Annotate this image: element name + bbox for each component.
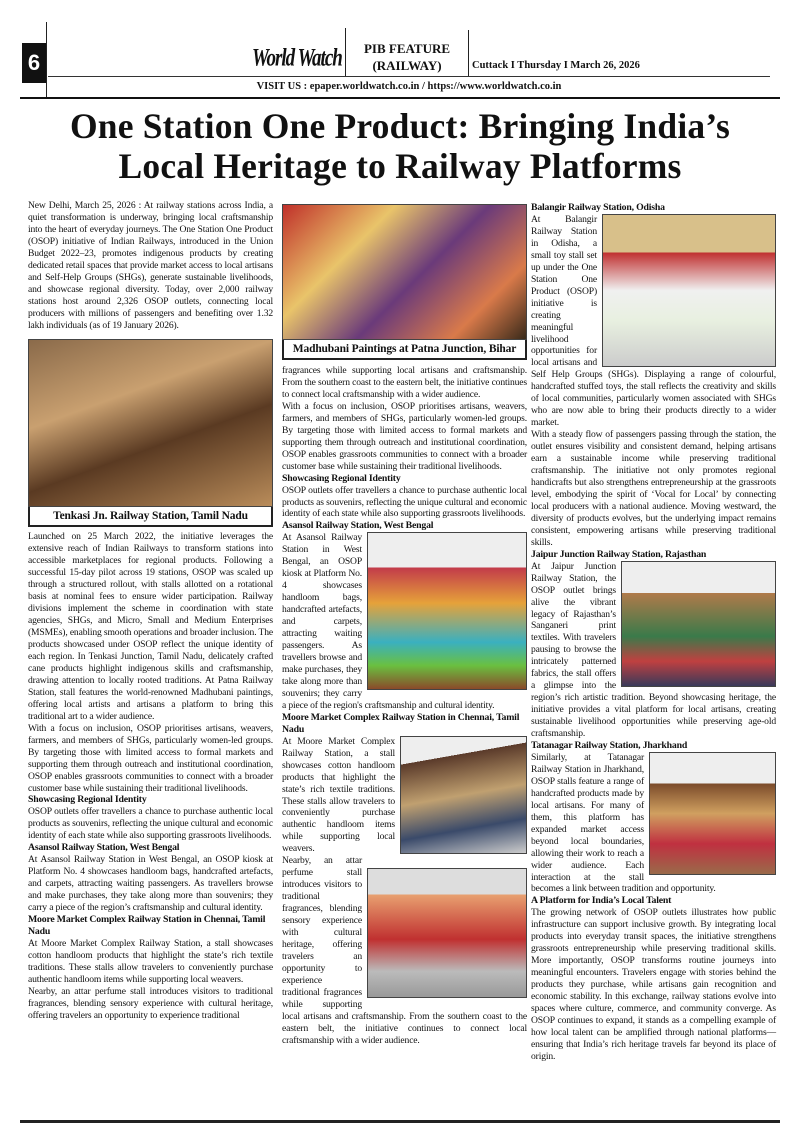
column-2 [282, 204, 527, 1047]
page-number: 6 [22, 43, 46, 83]
paragraph: With a focus on inclusion, OSOP prioritises artisans, weavers, farmers, and members of SHGs, particularly women-led groups. By targeting those with limited access to formal markets and supporting them through outreach and institutional coordination, OSOP enables grassroots communities to connect with a broader customer base while sustaining their traditional livelihoods. [28, 722, 273, 794]
paragraph: Similarly, at Tatanagar Railway Station in Jharkhand, OSOP stalls feature a range of handcrafted products made by local artisans. For many of them, this platform has expanded market access beyond local boundaries, allowing their work to reach a wider audience. Each interaction at the stall becomes a link between tradition and opportunity. [531, 751, 716, 895]
photo-tenkasi-station [28, 339, 273, 507]
photo-madhubani-patna [282, 204, 527, 340]
paragraph: Nearby, an attar perfume stall introduces visitors to traditional fragrances, blending sensory experience with cultural heritage, offering travelers an opportunity to experience traditional [28, 985, 273, 1021]
section-label [348, 40, 466, 74]
paragraph: Nearby, an attar perfume stall introduces visitors to traditional fragrances, blending sensory experience with cultural heritage, offering travelers an opportunity to experience traditional fragrances while supporting local artisans and craftsmanship. From the southern coast to the eastern belt, the initiative continues to connect local craftsmanship with a wider audience. [282, 855, 527, 1046]
divider [345, 28, 346, 76]
section-subtitle: (RAILWAY) [372, 58, 442, 73]
photo-attar-perfume-stall [367, 868, 527, 998]
column-3 [531, 202, 776, 1063]
paragraph: With a steady flow of passengers passing through the station, the outlet ensures visibility and consistent demand, helping artisans earn a sustainable income while preserving traditional craftsmanship. The initiative not only promotes regional handicrafts but also strengthens entrepreneurship at the grassroots level, embodying the spirit of ‘Vocal for Local’ by connecting local producers with a national audience. Moving westward, the diversity of products evolves, but the underlying impact remains consistent, empowering artisans while preserving traditional skills. [531, 429, 776, 548]
paragraph: The growing network of OSOP outlets illustrates how public infrastructure can support inclusive growth. By integrating local products into everyday transit spaces, the initiative strengthens grassroots entrepreneurship while preserving traditional skills. More importantly, OSOP transforms routine journeys into meaningful encounters. Travelers engage with stories behind the products they purchase, while artisans gain recognition and economic stability. In this exchange, railway stations evolve into spaces where culture, commerce, and community converge. As OSOP continues to expand, it stands as a compelling example of how local talent can be amplified through national platforms—ensuring that India’s rich heritage travels far beyond its place of origin. [531, 907, 776, 1062]
divider [48, 76, 770, 77]
photo-tatanagar-stall [649, 752, 776, 875]
photo-caption: Madhubani Paintings at Patna Junction, Bihar [282, 340, 527, 360]
photo-caption: Tenkasi Jn. Railway Station, Tamil Nadu [28, 507, 273, 527]
subheading: Jaipur Junction Railway Station, Rajasthan [531, 548, 707, 560]
photo-asansol-kiosk [367, 532, 527, 690]
intro-paragraph: New Delhi, March 25, 2026 : At railway stations across India, a quiet transformation is underway, bringing local craftsmanship into the heart of everyday journeys. The One Station One Product (OSOP) initiative of Indian Railways, introduced in the Union Budget 2022–23, promotes indigenous products by creating dedicated retail spaces that provide market access to local artisans and Self-Help Groups (SHGs), generate sustainable livelihoods, and showcase regional diversity. Today, over 2,000 railway stations host around 2,326 OSOP outlets, connecting local producers with millions of passengers and benefiting over 1.32 lakh individuals (as of 19 January 2026). [28, 200, 273, 331]
subheading: Asansol Railway Station, West Bengal [28, 842, 180, 854]
visit-links: VISIT US : epaper.worldwatch.co.in / https://www.worldwatch.co.in [256, 81, 562, 92]
subheading: Moore Market Complex Railway Station in Chennai, Tamil Nadu [28, 914, 266, 938]
headline-line: One Station One Product: Bringing India’s [69, 106, 731, 146]
column-1 [28, 200, 273, 1022]
divider [468, 30, 469, 76]
section-title: PIB FEATURE [363, 41, 451, 56]
subheading: Showcasing Regional Identity [28, 794, 147, 806]
subheading: Balangir Railway Station, Odisha [531, 202, 665, 213]
footer-rule [20, 1120, 780, 1123]
paragraph: With a focus on inclusion, OSOP prioritises artisans, weavers, farmers, and members of SHGs, particularly women-led groups. By targeting those with limited access to formal markets and supporting them through outreach and institutional coordination, OSOP enables grassroots communities to connect with a broader customer base while sustaining their traditional livelihoods. [282, 400, 527, 472]
dateline: Cuttack I Thursday I March 26, 2026 [472, 60, 640, 71]
paragraph: At Moore Market Complex Railway Station, a stall showcases cotton handloom products that highlight the state’s rich textile traditions. These stalls allow travelers to conveniently purchase authentic handloom items while supporting local weavers. [282, 735, 395, 855]
divider [20, 97, 780, 99]
paragraph: Launched on 25 March 2022, the initiative leverages the extensive reach of Indian Railways to transform stations into accessible marketplaces for regional products. Following a successful 15-day pilot across 19 stations, OSOP was scaled up through a structured rollout, with stalls allotted on a rotational basis at nominal fees to ensure wider participation. Railway divisions implement the scheme in coordination with state agencies, SHGs, and Micro, Small and Medium Enterprises (MSMEs), enabling smooth operations and broader inclusion. The products showcased under OSOP reflect the unique identity of each region. In Tenkasi Junction, Tamil Nadu, delicately crafted cane products highlight indigenous skills and craftsmanship, drawing attention to locally rooted traditions. At Patna Railway Station, stall features the world-renowned Madhubani paintings, offering local artists and artisans a platform to bring this traditional art to a wider audience. [28, 531, 273, 722]
paragraph: OSOP outlets offer travellers a chance to purchase authentic local products as souvenirs, reflecting the unique cultural and economic identity of each state while also supporting grassroots livelihoods. [28, 806, 273, 842]
photo-jaipur-outlet [621, 561, 776, 687]
logo: World Watch [252, 44, 342, 73]
headline-line: Local Heritage to Railway Platforms [118, 146, 682, 186]
photo-balangir-toy-stall [602, 214, 776, 367]
paragraph: At Asansol Railway Station in West Bengal, an OSOP kiosk at Platform No. 4 showcases handloom bags, handcrafted artefacts, and carpets, attracting waiting passengers. As travellers browse and make purchases, they take along more than souvenirs; they carry a piece of the region’s craftsmanship and cultural identity. [28, 854, 273, 914]
subheading: Tatanagar Railway Station, Jharkhand [531, 739, 688, 751]
photo-moore-market-stall [400, 736, 527, 854]
paragraph: At Jaipur Junction Railway Station, the OSOP outlet brings alive the vibrant legacy of Rajasthan’s Sanganeri print textiles. With travelers pausing to browse the intricately patterned fabrics, the stall offers a glimpse into the region’s rich artistic tradition. Beyond showcasing heritage, the initiative provides a vital platform for local artisans, creating sustainable livelihood opportunities while preserving age-old craftsmanship. [531, 560, 776, 740]
subheading: Showcasing Regional Identity [282, 472, 401, 484]
paragraph: At Balangir Railway Station in Odisha, a small toy stall set up under the One Station One Product (OSOP) initiative is creating meaningful livelihood opportunities for local artisans and Self Help Groups (SHGs). Displaying a range of colourful, handcrafted stuffed toys, the stall reflects the creativity and skills of local communities, particularly women associated with SHGs who are now able to bring their products directly to a wider market. [531, 214, 776, 429]
paragraph: fragrances while supporting local artisans and craftsmanship. From the southern coast to the eastern belt, the initiative continues to connect local craftsmanship with a wider audience. [282, 365, 527, 400]
subheading: Asansol Railway Station, West Bengal [282, 520, 434, 532]
paragraph: At Asansol Railway Station in West Bengal, an OSOP kiosk at Platform No. 4 showcases handloom bags, handcrafted artefacts, and carpets, attracting waiting passengers. As travellers browse and make purchases, they take along more than souvenirs; they carry a piece of the region's craftsmanship and cultural identity. [282, 532, 495, 711]
subheading: Moore Market Complex Railway Station in Chennai, Tamil Nadu [282, 711, 520, 735]
paragraph: OSOP outlets offer travellers a chance to purchase authentic local products as souvenirs, reflecting the unique cultural and economic identity of each state while also supporting grassroots livelihoods. [282, 484, 527, 520]
divider [46, 22, 47, 98]
subheading: A Platform for India’s Local Talent [531, 895, 672, 907]
headline [10, 106, 790, 186]
paragraph: At Moore Market Complex Railway Station, a stall showcases cotton handloom products that highlight the state’s rich textile traditions. These stalls allow travelers to conveniently purchase authentic handloom items while supporting local weavers. [28, 938, 273, 985]
